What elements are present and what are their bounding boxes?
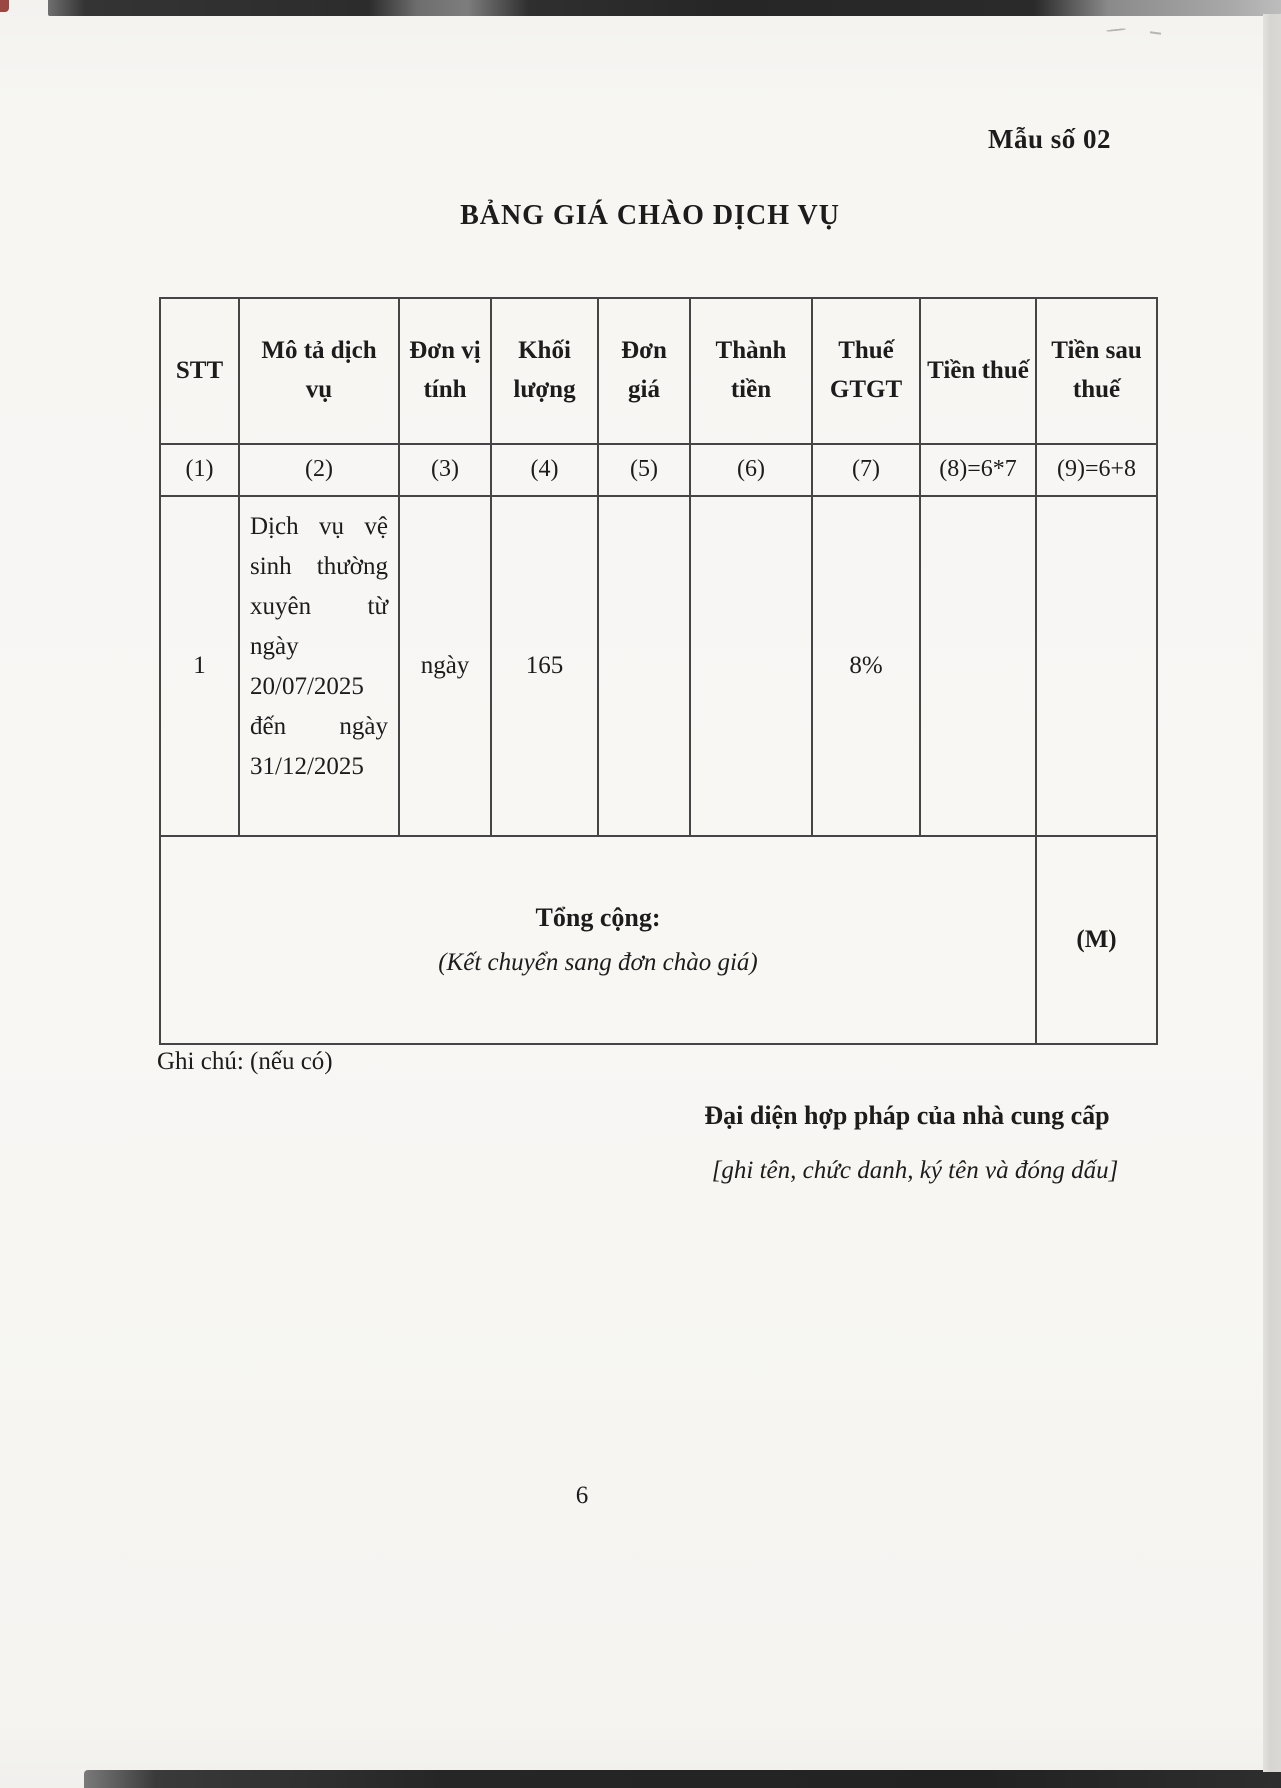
header-cell-unit: Đơn vị tính bbox=[399, 298, 491, 444]
signature-instruction: [ghi tên, chức danh, ký tên và đóng dấu] bbox=[711, 1157, 1119, 1184]
column-index-cell: (1) bbox=[160, 444, 239, 496]
total-merged-cell bbox=[160, 836, 1036, 1044]
column-index-cell: (7) bbox=[812, 444, 920, 496]
header-cell-unit-price: Đơn giá bbox=[598, 298, 690, 444]
note-text: Ghi chú: (nếu có) bbox=[157, 1048, 333, 1075]
column-index-cell: (9)=6+8 bbox=[1036, 444, 1157, 496]
cell-unit: ngày bbox=[399, 496, 491, 836]
total-label: Tổng cộng: bbox=[535, 902, 661, 932]
column-index-cell: (8)=6*7 bbox=[920, 444, 1036, 496]
cell-amount-after-tax bbox=[1036, 496, 1157, 836]
signature-title: Đại diện hợp pháp của nhà cung cấp bbox=[704, 1101, 1110, 1130]
cell-vat: 8% bbox=[812, 496, 920, 836]
cell-amount bbox=[690, 496, 812, 836]
scan-artifact-bottom-edge bbox=[84, 1770, 1281, 1788]
cell-quantity: 165 bbox=[491, 496, 598, 836]
scan-artifact-red-speck bbox=[0, 0, 9, 12]
scan-artifact-top-edge bbox=[48, 0, 1281, 16]
header-cell-description: Mô tả dịch vụ bbox=[239, 298, 399, 444]
column-index-row bbox=[160, 444, 1157, 496]
page-number: 6 bbox=[575, 1482, 589, 1509]
cell-stt: 1 bbox=[160, 496, 239, 836]
header-cell-quantity: Khối lượng bbox=[491, 298, 598, 444]
pencil-mark bbox=[1150, 31, 1161, 35]
table-row bbox=[160, 496, 1157, 836]
form-number-label: Mẫu số 02 bbox=[988, 124, 1112, 154]
header-cell-stt: STT bbox=[160, 298, 239, 444]
scan-artifact-right-edge bbox=[1263, 14, 1281, 1772]
header-cell-amount: Thành tiền bbox=[690, 298, 812, 444]
header-cell-amount-after-tax: Tiền sau thuế bbox=[1036, 298, 1157, 444]
pencil-mark bbox=[1106, 28, 1126, 32]
total-amount-cell: (M) bbox=[1036, 836, 1157, 1044]
column-index-cell: (5) bbox=[598, 444, 690, 496]
column-index-cell: (3) bbox=[399, 444, 491, 496]
total-row bbox=[160, 836, 1157, 1044]
document-title: BẢNG GIÁ CHÀO DỊCH VỤ bbox=[460, 200, 840, 231]
column-index-cell: (6) bbox=[690, 444, 812, 496]
column-index-cell: (4) bbox=[491, 444, 598, 496]
cell-unit-price bbox=[598, 496, 690, 836]
price-quote-table bbox=[159, 297, 1158, 1045]
cell-description: Dịch vụ vệ sinh thường xuyên từ ngày 20/07/2025 đến ngày 31/12/2025 bbox=[239, 496, 399, 836]
table-header-row bbox=[160, 298, 1157, 444]
cell-tax-amount bbox=[920, 496, 1036, 836]
column-index-cell: (2) bbox=[239, 444, 399, 496]
header-cell-vat: Thuế GTGT bbox=[812, 298, 920, 444]
header-cell-tax-amount: Tiền thuế bbox=[920, 298, 1036, 444]
total-note: (Kết chuyển sang đơn chào giá) bbox=[438, 949, 758, 977]
